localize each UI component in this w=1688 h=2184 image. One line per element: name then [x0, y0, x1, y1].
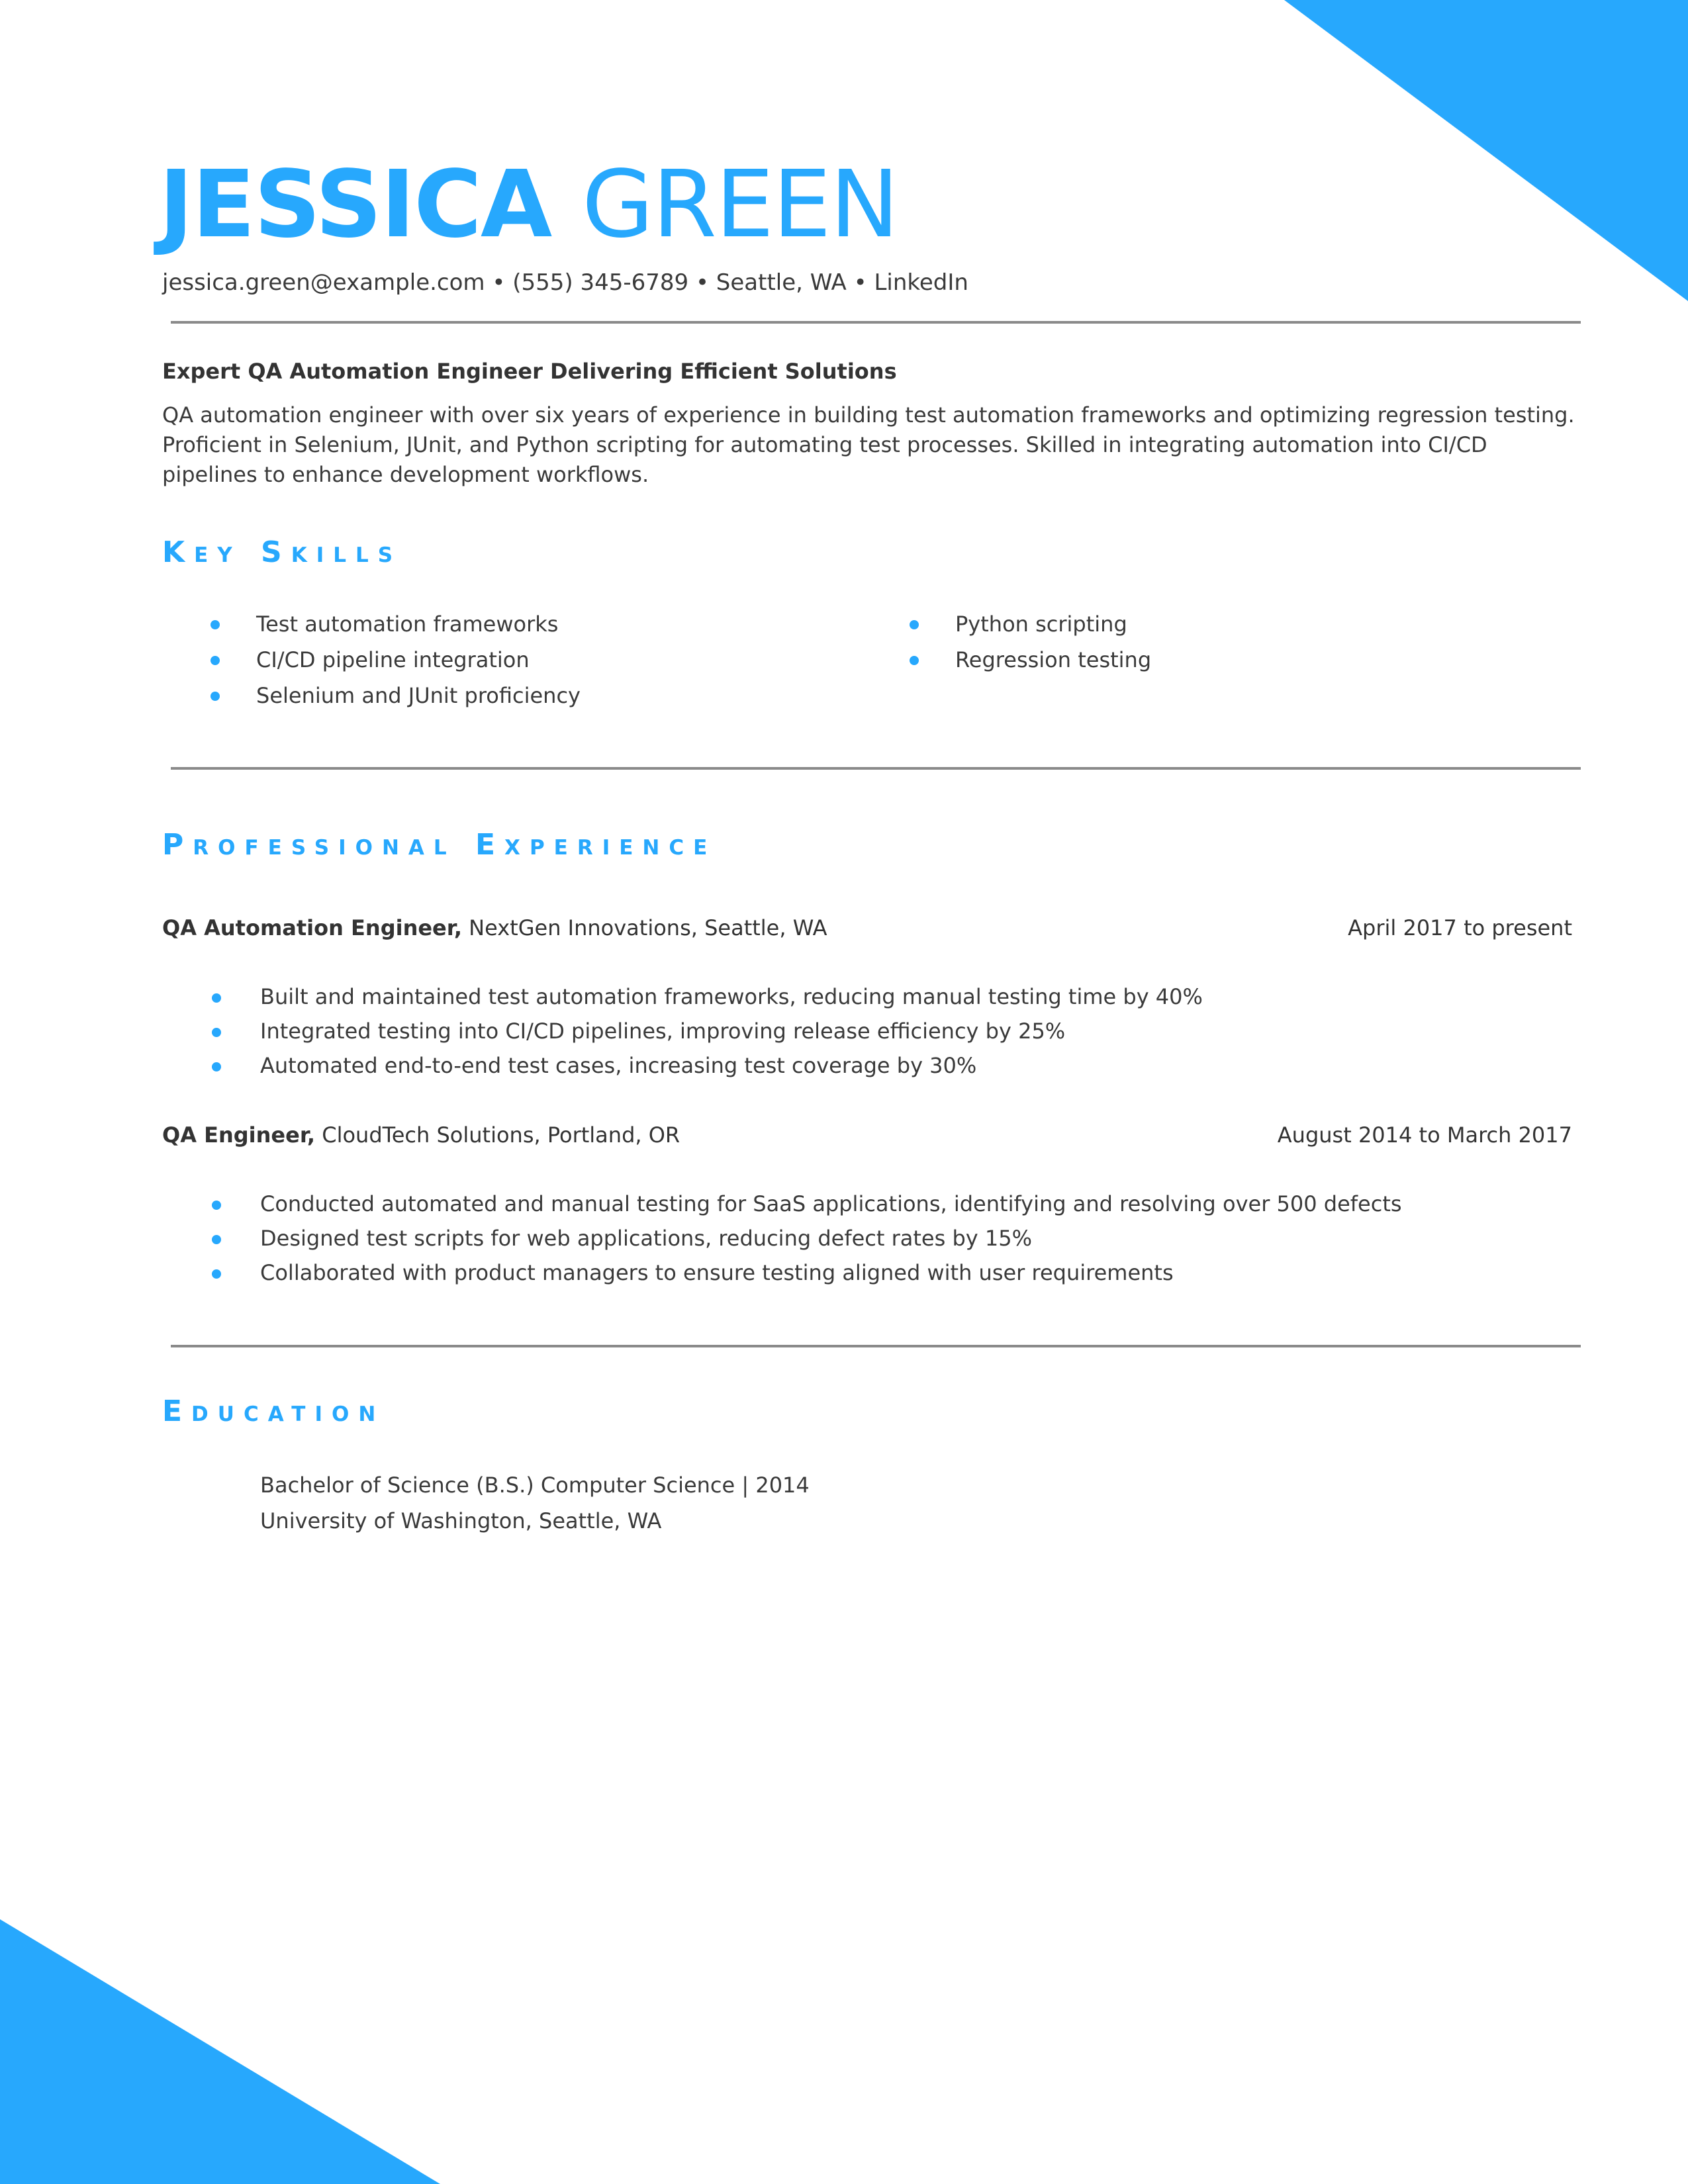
experience-section-title: Professional Experience	[162, 828, 717, 862]
skill-item: Regression testing	[955, 642, 1151, 678]
summary-headline: Expert QA Automation Engineer Delivering Efficient Solutions	[162, 359, 897, 384]
job-bullet: Integrated testing into CI/CD pipelines, improving release efficiency by 25%	[260, 1014, 1203, 1048]
education-degree: Bachelor of Science (B.S.) Computer Science | 2014	[260, 1473, 810, 1498]
job-1-bullets	[260, 979, 1203, 1083]
skills-section-title: Key Skills	[162, 535, 402, 569]
job-2-company: CloudTech Solutions, Portland, OR	[315, 1122, 680, 1148]
summary-text: QA automation engineer with over six years of experience in building test automation frameworks and optimizing regression testing. Proficient in Selenium, JUnit, and Python scripting for automating test processes. Skilled in integrating automation into CI/CD pipelines to enhance development workflows.	[162, 402, 1575, 487]
job-1-company: NextGen Innovations, Seattle, WA	[461, 915, 827, 940]
last-name: GREEN	[582, 151, 898, 259]
job-1-role: QA Automation Engineer,	[162, 915, 462, 940]
job-2-title	[162, 1120, 680, 1150]
divider-header	[171, 321, 1581, 324]
job-1-dates: April 2017 to present	[1348, 915, 1572, 940]
job-2-bullets	[260, 1187, 1402, 1290]
job-bullet: Automated end-to-end test cases, increasing test coverage by 30%	[260, 1048, 1203, 1083]
divider-experience	[171, 1345, 1581, 1347]
contact-line: jessica.green@example.com • (555) 345-6789 • Seattle, WA • LinkedIn	[162, 269, 968, 296]
job-bullet: Conducted automated and manual testing for SaaS applications, identifying and resolving over 500 defects	[260, 1187, 1402, 1221]
job-bullet: Designed test scripts for web applications, reducing defect rates by 15%	[260, 1221, 1402, 1255]
job-bullet: Built and maintained test automation frameworks, reducing manual testing time by 40%	[260, 979, 1203, 1014]
skill-item: Python scripting	[955, 606, 1151, 642]
skills-list-right	[955, 606, 1151, 678]
education-section-title: Education	[162, 1394, 385, 1428]
divider-skills	[171, 767, 1581, 770]
candidate-name	[159, 152, 898, 258]
job-1-title	[162, 913, 827, 942]
job-2-dates: August 2014 to March 2017	[1277, 1122, 1572, 1148]
skill-item: CI/CD pipeline integration	[256, 642, 581, 678]
job-bullet: Collaborated with product managers to ensure testing aligned with user requirements	[260, 1255, 1402, 1290]
first-name: JESSICA	[159, 151, 551, 259]
education-school: University of Washington, Seattle, WA	[260, 1508, 662, 1533]
skill-item: Selenium and JUnit proficiency	[256, 678, 581, 713]
skill-item: Test automation frameworks	[256, 606, 581, 642]
job-2-role: QA Engineer,	[162, 1122, 316, 1148]
skills-list-left	[256, 606, 581, 713]
